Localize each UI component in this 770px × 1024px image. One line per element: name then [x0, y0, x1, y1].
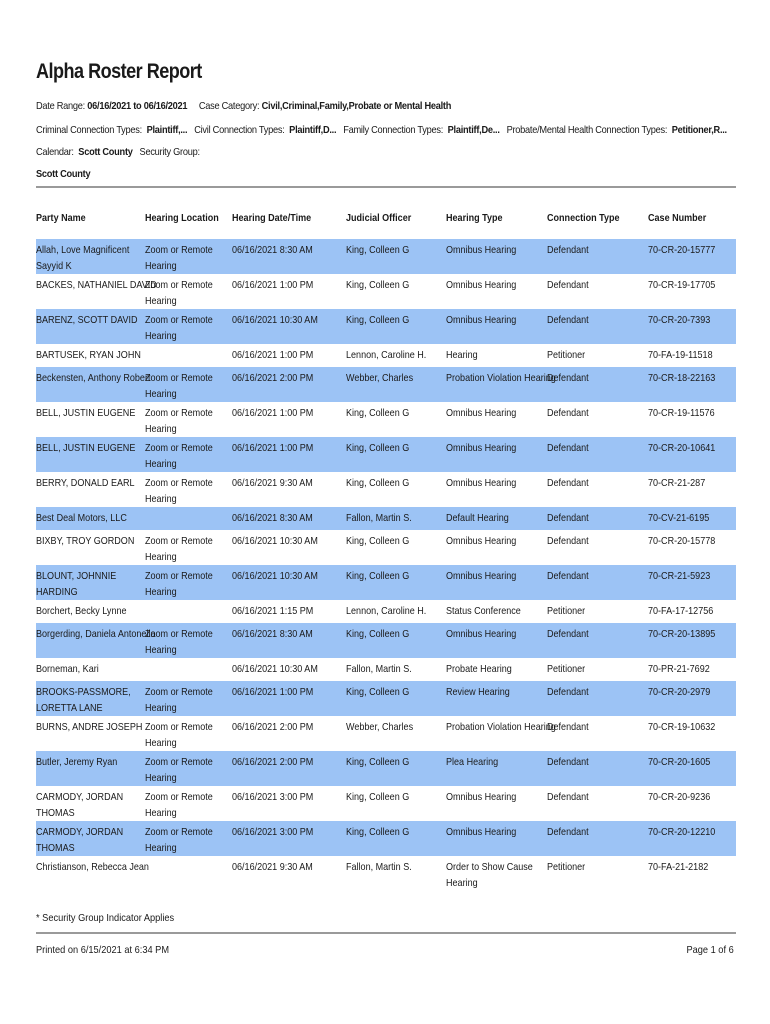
- judicial-officer-cell: King, Colleen G: [346, 535, 410, 547]
- col-connection-type: Connection Type: [547, 212, 620, 224]
- case-number-cell: 70-CR-21-287: [648, 477, 706, 489]
- case-number-cell: 70-CR-20-12210: [648, 826, 716, 838]
- hearing-location-line: Hearing: [145, 493, 177, 505]
- judicial-officer-cell: King, Colleen G: [346, 756, 410, 768]
- connection-type-cell: Defendant: [547, 314, 589, 326]
- party-name-cell: [36, 475, 135, 491]
- calendar-label: Calendar:: [36, 146, 74, 158]
- hearing-datetime-cell: 06/16/2021 9:30 AM: [232, 477, 313, 489]
- hearing-location-line: Zoom or Remote: [145, 721, 213, 733]
- party-name-line: Allah, Love Magnificent: [36, 244, 130, 256]
- hearing-datetime-cell: 06/16/2021 3:00 PM: [232, 826, 314, 838]
- printed-timestamp: Printed on 6/15/2021 at 6:34 PM: [36, 944, 170, 956]
- party-name-line: BROOKS-PASSMORE,: [36, 686, 131, 698]
- case-number-cell: 70-CR-20-9236: [648, 791, 711, 803]
- hearing-type-line: Omnibus Hearing: [446, 791, 517, 803]
- hearing-location-line: Hearing: [145, 772, 177, 784]
- hearing-type-line: Status Conference: [446, 605, 521, 617]
- case-number-cell: 70-CR-19-10632: [648, 721, 716, 733]
- table-row: [36, 600, 736, 623]
- hearing-location-line: Zoom or Remote: [145, 826, 213, 838]
- security-note: * Security Group Indicator Applies: [36, 912, 175, 924]
- party-name-line: Sayyid K: [36, 260, 72, 272]
- party-name-line: Butler, Jeremy Ryan: [36, 756, 118, 768]
- connection-type-cell: Petitioner: [547, 663, 586, 675]
- party-name-line: CARMODY, JORDAN: [36, 791, 124, 803]
- hearing-datetime-cell: 06/16/2021 9:30 AM: [232, 861, 313, 873]
- judicial-officer-cell: King, Colleen G: [346, 279, 410, 291]
- hearing-type-cell: [446, 475, 516, 491]
- hearing-location-line: Zoom or Remote: [145, 477, 213, 489]
- hearing-datetime-cell: 06/16/2021 1:00 PM: [232, 349, 314, 361]
- hearing-type-line: Hearing: [446, 877, 478, 889]
- hearing-location-cell: [145, 824, 213, 856]
- hearing-datetime-cell: 06/16/2021 3:00 PM: [232, 791, 314, 803]
- hearing-location-line: Hearing: [145, 807, 177, 819]
- footer-divider: [36, 932, 736, 934]
- hearing-location-cell: [145, 533, 213, 565]
- table-row: [36, 507, 736, 530]
- hearing-type-cell: [446, 405, 516, 421]
- hearing-location-line: Zoom or Remote: [145, 442, 213, 454]
- hearing-location-cell: [145, 626, 213, 658]
- party-name-line: BACKES, NATHANIEL DAVID: [36, 279, 157, 291]
- calendar-line: [36, 146, 200, 158]
- hearing-type-line: Omnibus Hearing: [446, 314, 517, 326]
- hearing-location-line: Zoom or Remote: [145, 570, 213, 582]
- hearing-location-cell: [145, 719, 213, 751]
- hearing-location-line: Hearing: [145, 330, 177, 342]
- hearing-type-cell: [446, 824, 516, 840]
- hearing-location-cell: [145, 475, 213, 507]
- family-conn-label: Family Connection Types:: [343, 124, 444, 136]
- table-row: [36, 437, 736, 472]
- party-name-line: BELL, JUSTIN EUGENE: [36, 442, 136, 454]
- hearing-type-line: Omnibus Hearing: [446, 826, 517, 838]
- hearing-type-line: Review Hearing: [446, 686, 510, 698]
- hearing-type-cell: [446, 754, 498, 770]
- connection-type-cell: Defendant: [547, 535, 589, 547]
- party-name-cell: [36, 719, 142, 735]
- connection-type-cell: Defendant: [547, 686, 589, 698]
- connection-type-cell: Defendant: [547, 826, 589, 838]
- party-name-line: THOMAS: [36, 807, 75, 819]
- party-name-line: BLOUNT, JOHNNIE: [36, 570, 117, 582]
- hearing-type-line: Order to Show Cause: [446, 861, 533, 873]
- hearing-type-cell: [446, 312, 516, 328]
- hearing-type-cell: [446, 684, 510, 700]
- party-name-line: THOMAS: [36, 842, 75, 854]
- judicial-officer-cell: Fallon, Martin S.: [346, 663, 412, 675]
- party-name-cell: [36, 440, 135, 456]
- table-row: [36, 786, 736, 821]
- hearing-location-cell: [145, 440, 213, 472]
- connection-type-cell: Defendant: [547, 628, 589, 640]
- judicial-officer-cell: Fallon, Martin S.: [346, 861, 412, 873]
- party-name-cell: [36, 312, 138, 328]
- connection-type-cell: Defendant: [547, 477, 589, 489]
- hearing-type-line: Omnibus Hearing: [446, 279, 517, 291]
- date-range-label: Date Range:: [36, 100, 85, 112]
- hearing-datetime-cell: 06/16/2021 1:15 PM: [232, 605, 314, 617]
- hearing-location-line: Zoom or Remote: [145, 791, 213, 803]
- hearing-type-line: Probate Hearing: [446, 663, 512, 675]
- case-number-cell: 70-CV-21-6195: [648, 512, 710, 524]
- hearing-type-cell: [446, 719, 556, 735]
- hearing-location-cell: [145, 789, 213, 821]
- judicial-officer-cell: Fallon, Martin S.: [346, 512, 412, 524]
- party-name-line: HARDING: [36, 586, 78, 598]
- hearing-type-cell: [446, 440, 516, 456]
- case-number-cell: 70-FA-19-11518: [648, 349, 713, 361]
- table-row: [36, 530, 736, 565]
- connection-type-cell: Defendant: [547, 570, 589, 582]
- hearing-location-line: Hearing: [145, 644, 177, 656]
- date-range-value: 06/16/2021 to 06/16/2021: [87, 100, 188, 112]
- hearing-type-cell: [446, 242, 516, 258]
- hearing-location-line: Hearing: [145, 842, 177, 854]
- date-category-line: [36, 100, 451, 112]
- party-name-cell: [36, 603, 127, 619]
- table-row: [36, 658, 736, 681]
- table-row: [36, 402, 736, 437]
- table-row: [36, 274, 736, 309]
- connection-type-cell: Petitioner: [547, 861, 586, 873]
- table-row: [36, 751, 736, 786]
- connection-type-cell: Defendant: [547, 442, 589, 454]
- hearing-location-line: Hearing: [145, 260, 177, 272]
- probate-conn-value: Petitioner,R...: [671, 124, 727, 136]
- judicial-officer-cell: King, Colleen G: [346, 826, 410, 838]
- judicial-officer-cell: King, Colleen G: [346, 570, 410, 582]
- hearing-type-cell: [446, 533, 516, 549]
- hearing-location-line: Hearing: [145, 388, 177, 400]
- case-number-cell: 70-CR-20-15777: [648, 244, 716, 256]
- calendar-value: Scott County: [78, 146, 133, 158]
- connection-type-cell: Defendant: [547, 791, 589, 803]
- table-row: [36, 565, 736, 600]
- case-number-cell: 70-CR-20-2979: [648, 686, 711, 698]
- hearing-location-cell: [145, 684, 213, 716]
- party-name-line: BERRY, DONALD EARL: [36, 477, 135, 489]
- hearing-location-line: Hearing: [145, 586, 177, 598]
- party-name-line: LORETTA LANE: [36, 702, 103, 714]
- hearing-location-cell: [145, 370, 213, 402]
- connection-type-cell: Petitioner: [547, 349, 586, 361]
- hearing-location-line: Zoom or Remote: [145, 372, 213, 384]
- hearing-type-cell: [446, 370, 556, 386]
- case-category-value: Civil,Criminal,Family,Probate or Mental Health: [261, 100, 452, 112]
- col-hearing-location: Hearing Location: [145, 212, 219, 224]
- party-name-cell: [36, 242, 129, 274]
- hearing-type-line: Hearing: [446, 349, 478, 361]
- hearing-datetime-cell: 06/16/2021 10:30 AM: [232, 535, 318, 547]
- hearing-type-cell: [446, 603, 521, 619]
- hearing-datetime-cell: 06/16/2021 8:30 AM: [232, 512, 313, 524]
- hearing-datetime-cell: 06/16/2021 1:00 PM: [232, 686, 314, 698]
- security-group-label: Security Group:: [139, 146, 200, 158]
- hearing-location-line: Hearing: [145, 423, 177, 435]
- col-hearing-type: Hearing Type: [446, 212, 503, 224]
- hearing-type-line: Omnibus Hearing: [446, 442, 517, 454]
- table-row: [36, 821, 736, 856]
- case-number-cell: 70-CR-20-10641: [648, 442, 716, 454]
- hearing-location-line: Hearing: [145, 458, 177, 470]
- hearing-type-line: Omnibus Hearing: [446, 570, 517, 582]
- party-name-cell: [36, 859, 149, 875]
- hearing-location-line: Zoom or Remote: [145, 756, 213, 768]
- hearing-type-cell: [446, 789, 516, 805]
- hearing-datetime-cell: 06/16/2021 8:30 AM: [232, 628, 313, 640]
- hearing-type-cell: [446, 347, 478, 363]
- hearing-location-cell: [145, 312, 213, 344]
- judicial-officer-cell: Lennon, Caroline H.: [346, 349, 427, 361]
- hearing-type-cell: [446, 859, 533, 891]
- judicial-officer-cell: Webber, Charles: [346, 721, 414, 733]
- family-conn-value: Plaintiff,De...: [447, 124, 500, 136]
- hearing-datetime-cell: 06/16/2021 1:00 PM: [232, 279, 314, 291]
- party-name-line: BELL, JUSTIN EUGENE: [36, 407, 136, 419]
- case-number-cell: 70-CR-21-5923: [648, 570, 711, 582]
- hearing-type-line: Omnibus Hearing: [446, 244, 517, 256]
- case-number-cell: 70-CR-20-7393: [648, 314, 711, 326]
- table-row: [36, 239, 736, 274]
- hearing-location-cell: [145, 754, 213, 786]
- connection-type-cell: Defendant: [547, 756, 589, 768]
- connection-type-cell: Defendant: [547, 244, 589, 256]
- judicial-officer-cell: King, Colleen G: [346, 628, 410, 640]
- table-row: [36, 623, 736, 658]
- col-judicial-officer: Judicial Officer: [346, 212, 412, 224]
- hearing-type-cell: [446, 568, 516, 584]
- party-name-cell: [36, 405, 135, 421]
- party-name-cell: [36, 754, 117, 770]
- hearing-type-cell: [446, 510, 509, 526]
- judicial-officer-cell: King, Colleen G: [346, 477, 410, 489]
- hearing-location-line: Zoom or Remote: [145, 314, 213, 326]
- hearing-type-cell: [446, 277, 516, 293]
- judicial-officer-cell: King, Colleen G: [346, 686, 410, 698]
- criminal-conn-value: Plaintiff,...: [146, 124, 188, 136]
- case-number-cell: 70-FA-21-2182: [648, 861, 709, 873]
- party-name-line: Best Deal Motors, LLC: [36, 512, 127, 524]
- county-heading: Scott County: [36, 168, 91, 180]
- hearing-location-line: Hearing: [145, 702, 177, 714]
- connection-type-cell: Petitioner: [547, 605, 586, 617]
- hearing-type-cell: [446, 626, 516, 642]
- party-name-cell: [36, 370, 150, 386]
- civil-conn-label: Civil Connection Types:: [194, 124, 285, 136]
- hearing-type-line: Omnibus Hearing: [446, 477, 517, 489]
- hearing-location-line: Zoom or Remote: [145, 244, 213, 256]
- hearing-location-line: Zoom or Remote: [145, 535, 213, 547]
- party-name-cell: [36, 347, 141, 363]
- case-number-cell: 70-CR-20-1605: [648, 756, 711, 768]
- party-name-line: Borgerding, Daniela Antonella: [36, 628, 156, 640]
- page-number: Page 1 of 6: [686, 944, 734, 956]
- connection-type-cell: Defendant: [547, 512, 589, 524]
- party-name-cell: [36, 789, 123, 821]
- table-row: [36, 716, 736, 751]
- criminal-conn-label: Criminal Connection Types:: [36, 124, 142, 136]
- hearing-datetime-cell: 06/16/2021 10:30 AM: [232, 570, 318, 582]
- party-name-cell: [36, 533, 134, 549]
- hearing-type-line: Omnibus Hearing: [446, 535, 517, 547]
- civil-conn-value: Plaintiff,D...: [289, 124, 337, 136]
- hearing-datetime-cell: 06/16/2021 2:00 PM: [232, 721, 314, 733]
- hearing-datetime-cell: 06/16/2021 10:30 AM: [232, 314, 318, 326]
- col-hearing-datetime: Hearing Date/Time: [232, 212, 312, 224]
- report-title: Alpha Roster Report: [36, 60, 202, 83]
- party-name-cell: [36, 510, 127, 526]
- judicial-officer-cell: King, Colleen G: [346, 314, 410, 326]
- connection-type-cell: Defendant: [547, 279, 589, 291]
- judicial-officer-cell: King, Colleen G: [346, 791, 410, 803]
- probate-conn-label: Probate/Mental Health Connection Types:: [506, 124, 668, 136]
- party-name-cell: [36, 661, 99, 677]
- hearing-location-line: Zoom or Remote: [145, 686, 213, 698]
- party-name-cell: [36, 824, 123, 856]
- table-row: [36, 472, 736, 507]
- col-party-name: Party Name: [36, 212, 86, 224]
- judicial-officer-cell: King, Colleen G: [346, 244, 410, 256]
- case-number-cell: 70-CR-20-13895: [648, 628, 716, 640]
- connection-type-cell: Defendant: [547, 372, 589, 384]
- header-divider: [36, 186, 736, 188]
- hearing-type-line: Probation Violation Hearing: [446, 721, 556, 733]
- hearing-type-line: Omnibus Hearing: [446, 407, 517, 419]
- table-row: [36, 309, 736, 344]
- hearing-type-line: Default Hearing: [446, 512, 509, 524]
- judicial-officer-cell: Lennon, Caroline H.: [346, 605, 427, 617]
- party-name-cell: [36, 277, 157, 293]
- hearing-location-cell: [145, 242, 213, 274]
- party-name-line: Christianson, Rebecca Jean: [36, 861, 149, 873]
- table-row: [36, 681, 736, 716]
- hearing-type-line: Plea Hearing: [446, 756, 499, 768]
- hearing-location-line: Hearing: [145, 551, 177, 563]
- judicial-officer-cell: King, Colleen G: [346, 407, 410, 419]
- connection-type-cell: Defendant: [547, 721, 589, 733]
- table-row: [36, 344, 736, 367]
- party-name-line: BARTUSEK, RYAN JOHN: [36, 349, 141, 361]
- hearing-location-line: Zoom or Remote: [145, 279, 213, 291]
- party-name-cell: [36, 626, 155, 642]
- judicial-officer-cell: Webber, Charles: [346, 372, 414, 384]
- hearing-type-line: Probation Violation Hearing: [446, 372, 556, 384]
- hearing-location-line: Hearing: [145, 737, 177, 749]
- hearing-datetime-cell: 06/16/2021 1:00 PM: [232, 407, 314, 419]
- col-case-number: Case Number: [648, 212, 707, 224]
- table-row: [36, 856, 736, 891]
- hearing-datetime-cell: 06/16/2021 1:00 PM: [232, 442, 314, 454]
- hearing-location-line: Zoom or Remote: [145, 407, 213, 419]
- hearing-location-cell: [145, 568, 213, 600]
- case-number-cell: 70-PR-21-7692: [648, 663, 710, 675]
- case-number-cell: 70-CR-19-11576: [648, 407, 715, 419]
- hearing-location-cell: [145, 277, 213, 309]
- table-row: [36, 367, 736, 402]
- judicial-officer-cell: King, Colleen G: [346, 442, 410, 454]
- case-number-cell: 70-CR-19-17705: [648, 279, 716, 291]
- case-number-cell: 70-CR-20-15778: [648, 535, 716, 547]
- party-name-line: BURNS, ANDRE JOSEPH: [36, 721, 143, 733]
- party-name-line: Borneman, Kari: [36, 663, 99, 675]
- case-number-cell: 70-FA-17-12756: [648, 605, 714, 617]
- hearing-location-line: Zoom or Remote: [145, 628, 213, 640]
- hearing-datetime-cell: 06/16/2021 2:00 PM: [232, 756, 314, 768]
- party-name-line: BARENZ, SCOTT DAVID: [36, 314, 138, 326]
- hearing-type-cell: [446, 661, 512, 677]
- party-name-line: CARMODY, JORDAN: [36, 826, 124, 838]
- hearing-location-line: Hearing: [145, 295, 177, 307]
- party-name-cell: [36, 684, 131, 716]
- party-name-cell: [36, 568, 116, 600]
- party-name-line: Borchert, Becky Lynne: [36, 605, 127, 617]
- hearing-location-cell: [145, 405, 213, 437]
- connection-type-cell: Defendant: [547, 407, 589, 419]
- hearing-datetime-cell: 06/16/2021 2:00 PM: [232, 372, 314, 384]
- party-name-line: BIXBY, TROY GORDON: [36, 535, 135, 547]
- case-category-label: Case Category:: [198, 100, 260, 112]
- hearing-datetime-cell: 06/16/2021 10:30 AM: [232, 663, 318, 675]
- connection-types-line: [36, 124, 727, 136]
- party-name-line: Beckensten, Anthony Robert: [36, 372, 151, 384]
- hearing-type-line: Omnibus Hearing: [446, 628, 517, 640]
- case-number-cell: 70-CR-18-22163: [648, 372, 716, 384]
- hearing-datetime-cell: 06/16/2021 8:30 AM: [232, 244, 313, 256]
